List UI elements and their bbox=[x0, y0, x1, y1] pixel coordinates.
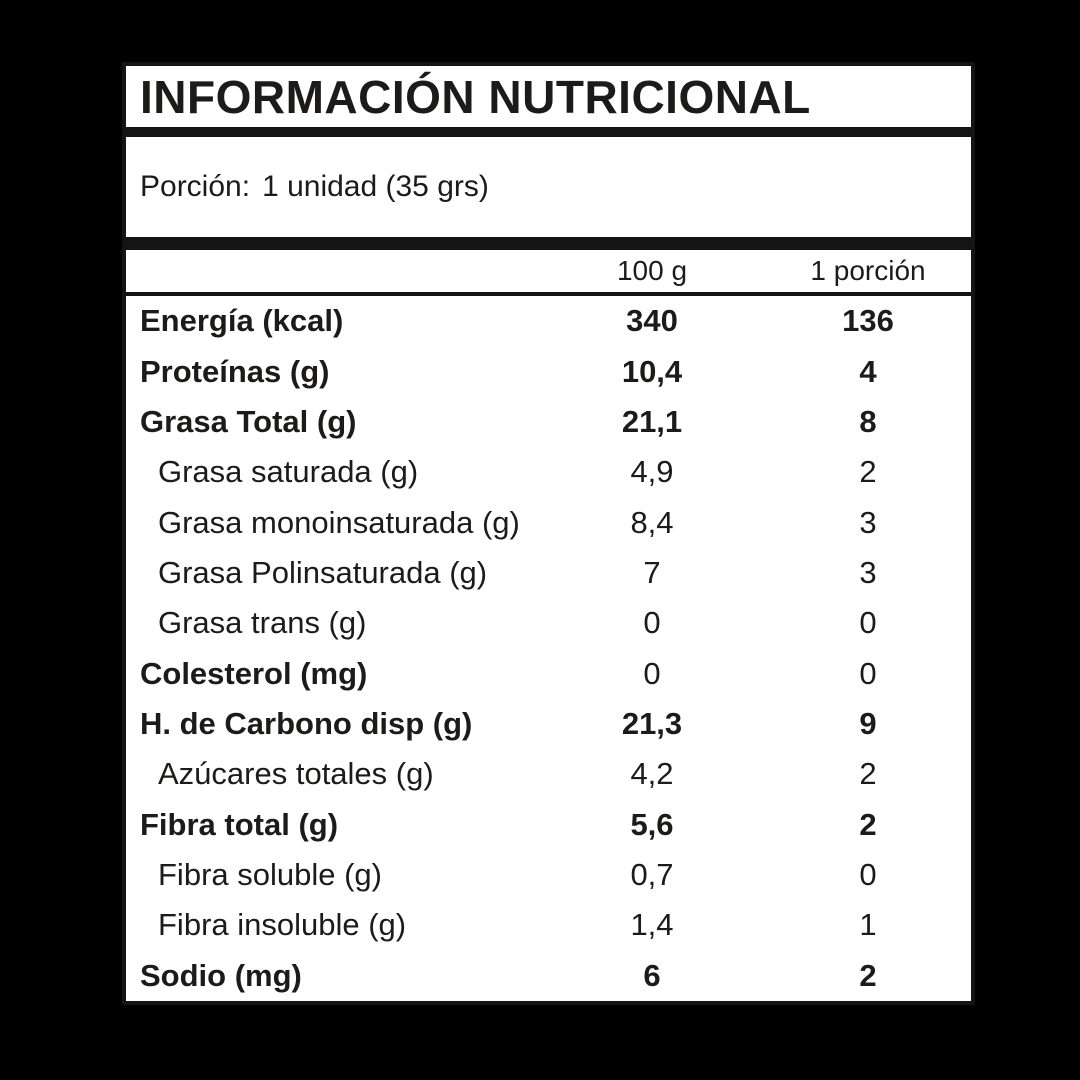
label-title-band bbox=[126, 66, 971, 137]
nutrient-value-per-100g: 1,4 bbox=[630, 907, 674, 943]
nutrient-value-per-portion: 2 bbox=[859, 806, 877, 842]
nutrient-value-per-portion: 2 bbox=[859, 957, 877, 993]
nutrient-value-per-portion: 0 bbox=[859, 605, 877, 641]
nutrient-value-per-100g: 340 bbox=[626, 303, 678, 339]
nutrient-name: Grasa Polinsaturada (g) bbox=[158, 554, 488, 590]
column-header-row bbox=[126, 250, 971, 296]
nutrient-value-per-100g: 6 bbox=[643, 957, 661, 993]
nutrient-value-per-100g: 4,2 bbox=[630, 756, 674, 792]
nutrient-value-per-portion: 3 bbox=[859, 504, 877, 540]
nutrient-value-per-portion: 9 bbox=[859, 706, 877, 742]
nutrient-value-per-100g: 0 bbox=[643, 655, 661, 691]
column-header-per-100g: 100 g bbox=[616, 255, 688, 286]
nutrient-value-per-portion: 4 bbox=[859, 353, 877, 389]
nutrient-value-per-portion: 0 bbox=[859, 857, 877, 893]
nutrient-rows bbox=[126, 296, 971, 1001]
nutrient-row bbox=[126, 649, 971, 699]
nutrient-value-per-portion: 3 bbox=[859, 554, 877, 590]
nutrient-name: Grasa Total (g) bbox=[140, 403, 357, 439]
nutrient-row bbox=[126, 397, 971, 447]
nutrient-value-per-portion: 2 bbox=[859, 454, 877, 490]
serving-size-band bbox=[126, 137, 971, 250]
nutrient-row bbox=[126, 850, 971, 900]
nutrient-row bbox=[126, 598, 971, 648]
nutrient-value-per-100g: 21,1 bbox=[621, 403, 683, 439]
label-title: INFORMACIÓN NUTRICIONAL bbox=[140, 70, 811, 123]
nutrient-name: Grasa saturada (g) bbox=[158, 454, 419, 490]
serving-size-label: Porción: bbox=[140, 170, 251, 203]
nutrient-value-per-portion: 1 bbox=[859, 907, 877, 943]
nutrient-row bbox=[126, 951, 971, 1001]
nutrient-value-per-100g: 5,6 bbox=[630, 806, 674, 842]
nutrient-row bbox=[126, 296, 971, 346]
nutrient-row bbox=[126, 346, 971, 396]
nutrient-name: H. de Carbono disp (g) bbox=[140, 706, 473, 742]
nutrient-row bbox=[126, 800, 971, 850]
nutrient-row bbox=[126, 497, 971, 547]
nutrient-name: Grasa monoinsaturada (g) bbox=[158, 504, 520, 540]
nutrient-value-per-100g: 10,4 bbox=[621, 353, 683, 389]
nutrient-name: Fibra total (g) bbox=[140, 806, 339, 842]
column-header-per-portion: 1 porción bbox=[810, 255, 926, 286]
nutrient-value-per-portion: 2 bbox=[859, 756, 877, 792]
nutrient-value-per-portion: 0 bbox=[859, 655, 877, 691]
nutrient-row bbox=[126, 447, 971, 497]
nutrient-value-per-portion: 136 bbox=[842, 303, 894, 339]
nutrient-row bbox=[126, 900, 971, 950]
nutrient-value-per-portion: 8 bbox=[859, 403, 877, 439]
nutrient-name: Proteínas (g) bbox=[140, 353, 330, 389]
nutrient-value-per-100g: 0 bbox=[643, 605, 661, 641]
nutrient-name: Sodio (mg) bbox=[140, 957, 302, 993]
nutrient-name: Colesterol (mg) bbox=[140, 655, 368, 691]
nutrient-row bbox=[126, 548, 971, 598]
serving-size-value: 1 unidad (35 grs) bbox=[262, 170, 489, 203]
nutrient-value-per-100g: 7 bbox=[643, 554, 661, 590]
nutrient-name: Energía (kcal) bbox=[140, 303, 344, 339]
nutrient-name: Azúcares totales (g) bbox=[158, 756, 434, 792]
nutrient-name: Fibra soluble (g) bbox=[158, 857, 382, 893]
nutrition-facts-label bbox=[122, 62, 975, 1005]
nutrient-row bbox=[126, 699, 971, 749]
nutrient-value-per-100g: 8,4 bbox=[630, 504, 674, 540]
nutrient-name: Grasa trans (g) bbox=[158, 605, 367, 641]
nutrient-name: Fibra insoluble (g) bbox=[158, 907, 407, 943]
nutrient-row bbox=[126, 749, 971, 799]
nutrient-value-per-100g: 4,9 bbox=[630, 454, 674, 490]
nutrient-value-per-100g: 0,7 bbox=[630, 857, 674, 893]
nutrient-value-per-100g: 21,3 bbox=[621, 706, 683, 742]
